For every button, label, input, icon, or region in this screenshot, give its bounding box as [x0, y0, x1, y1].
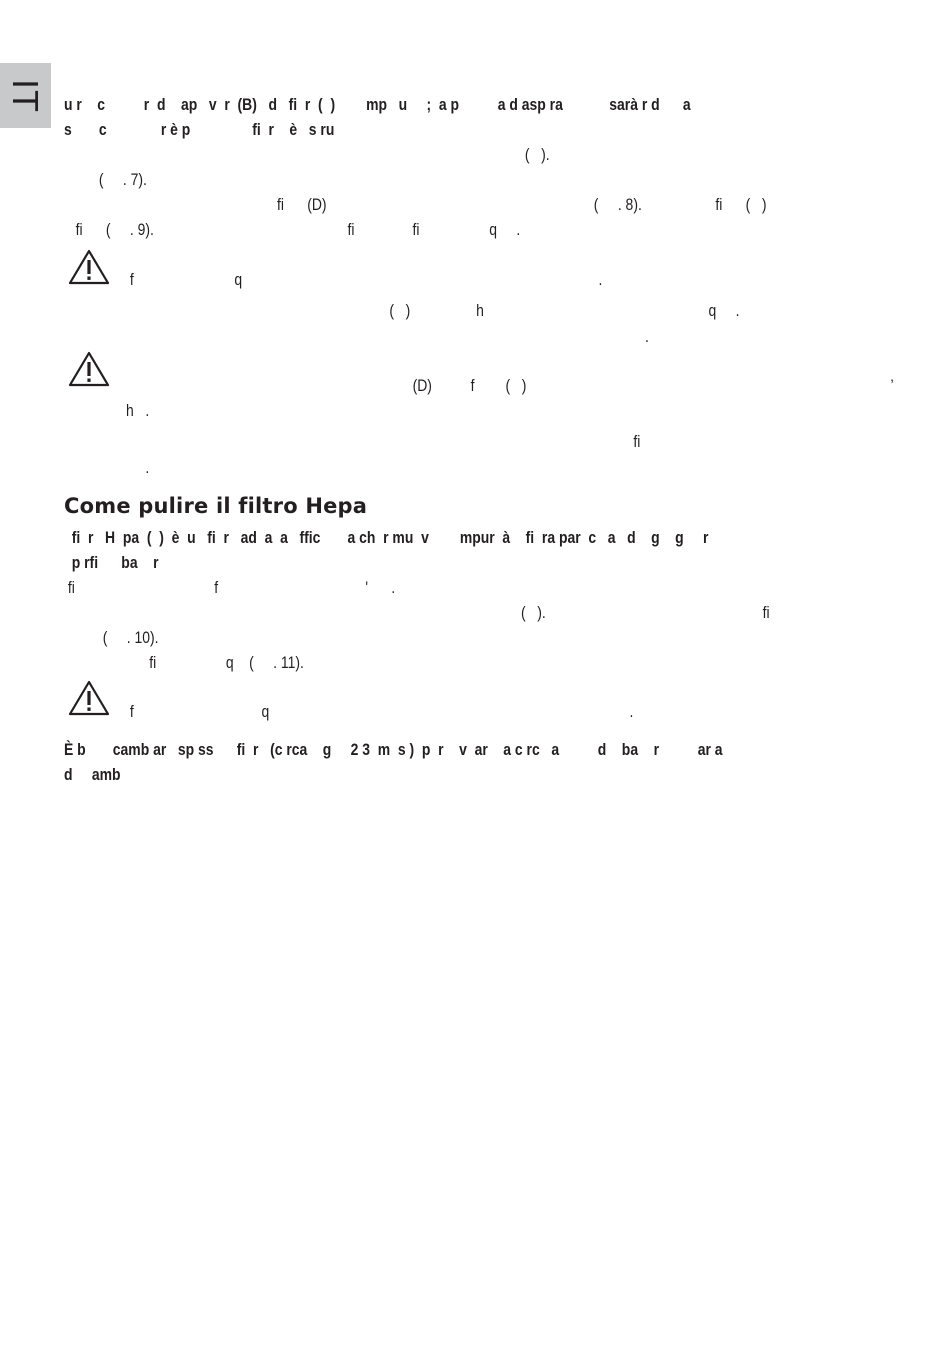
- warning-line: f q .: [64, 270, 603, 289]
- warning-line: ( ) h q .: [64, 301, 740, 320]
- paragraph-line: u r c r d ap v r (B) d fi r ( ) mp u ; a p a d asp ra sarà r d a: [64, 95, 691, 114]
- paragraph-line: .: [64, 458, 150, 477]
- paragraph-line: ( . 10).: [64, 628, 159, 647]
- note-line: d amb: [64, 765, 121, 784]
- paragraph-line: ( ).: [64, 145, 550, 164]
- paragraph-line: fi (D) ( . 8). fi ( ): [64, 195, 767, 214]
- warning-line: (D) f ( ) ’: [64, 376, 894, 395]
- paragraph-line: fi f ' .: [64, 578, 396, 597]
- paragraph-line: fi q ( . 11).: [64, 653, 304, 672]
- paragraph-line: fi ( . 9). fi fi q .: [64, 220, 521, 239]
- paragraph-line: s c r è p fi r è s ru: [64, 120, 335, 139]
- paragraph-line: fi r H pa ( ) è u fi r ad a a ffic a ch r mu v mpur à fi ra par c a d g g r: [64, 528, 709, 547]
- paragraph-line: ( ). fi: [64, 603, 770, 622]
- paragraph-line: ( . 7).: [64, 170, 147, 189]
- warning-line: h .: [64, 401, 150, 420]
- note-line: È b camb ar sp ss fi r (c rca g 2 3 m s ) p r v ar a c rc a d ba r ar a: [64, 740, 723, 759]
- paragraph-line: fi: [64, 432, 641, 451]
- paragraph-line: p rfi ba r: [64, 553, 159, 572]
- warning-line: .: [64, 327, 649, 346]
- section-heading: Come pulire il filtro Hepa: [64, 494, 368, 518]
- language-tab-label: IT: [5, 79, 46, 113]
- warning-line: f q .: [64, 702, 634, 721]
